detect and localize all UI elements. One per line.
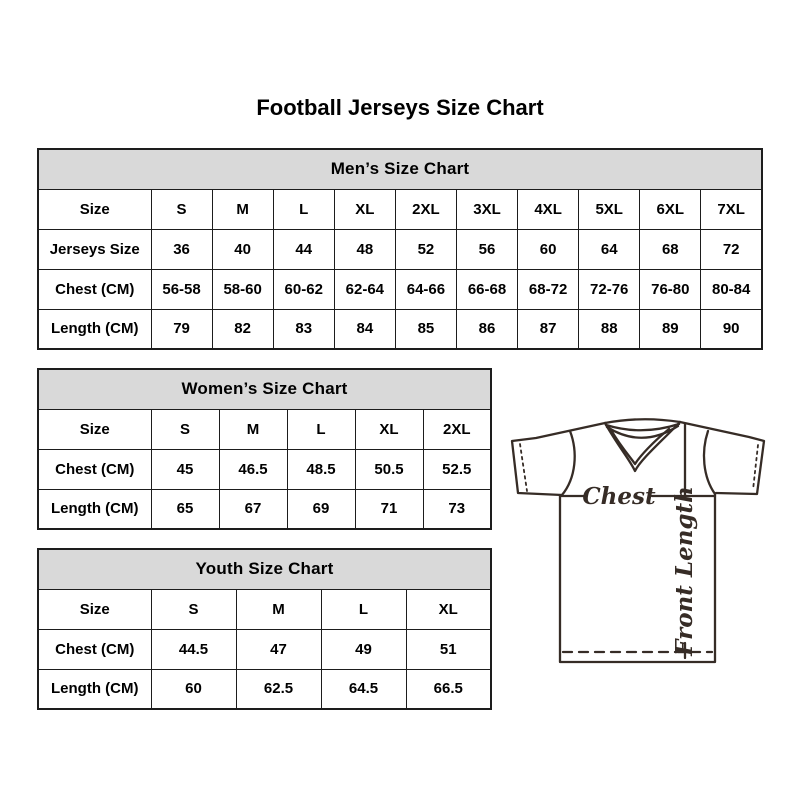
size-cell: S <box>151 189 212 229</box>
table-title: Youth Size Chart <box>38 549 491 589</box>
youth-size-table <box>37 548 492 710</box>
row-label: Length (CM) <box>38 669 151 709</box>
size-cell: 2XL <box>423 409 491 449</box>
size-cell: 68-72 <box>518 269 579 309</box>
size-cell: 72-76 <box>579 269 640 309</box>
size-cell: 64.5 <box>321 669 406 709</box>
size-cell: 60-62 <box>273 269 334 309</box>
size-cell: 73 <box>423 489 491 529</box>
page-title: Football Jerseys Size Chart <box>256 95 544 120</box>
size-cell: 46.5 <box>219 449 287 489</box>
jersey-diagram-svg <box>506 400 772 692</box>
size-cell: 7XL <box>701 189 762 229</box>
chest-label: Chest <box>582 483 656 510</box>
size-cell: 58-60 <box>212 269 273 309</box>
table-row <box>38 189 762 229</box>
womens-size-table <box>37 368 492 530</box>
size-cell: 62.5 <box>236 669 321 709</box>
size-cell: XL <box>406 589 491 629</box>
size-cell: 68 <box>640 229 701 269</box>
size-cell: 79 <box>151 309 212 349</box>
table-title-row <box>38 149 762 189</box>
table-title: Women’s Size Chart <box>38 369 491 409</box>
size-cell: 88 <box>579 309 640 349</box>
size-cell: 44.5 <box>151 629 236 669</box>
table-row <box>38 489 491 529</box>
row-label: Size <box>38 409 151 449</box>
size-cell: 4XL <box>518 189 579 229</box>
table-row <box>38 669 491 709</box>
size-cell: 36 <box>151 229 212 269</box>
table-title-row <box>38 369 491 409</box>
size-cell: M <box>212 189 273 229</box>
table-row <box>38 629 491 669</box>
size-cell: 89 <box>640 309 701 349</box>
size-cell: 6XL <box>640 189 701 229</box>
table-title: Men’s Size Chart <box>38 149 762 189</box>
size-cell: 50.5 <box>355 449 423 489</box>
size-cell: 56-58 <box>151 269 212 309</box>
size-cell: 76-80 <box>640 269 701 309</box>
size-cell: 44 <box>273 229 334 269</box>
size-cell: 49 <box>321 629 406 669</box>
size-cell: 48 <box>334 229 395 269</box>
size-cell: 71 <box>355 489 423 529</box>
size-cell: XL <box>334 189 395 229</box>
size-cell: 84 <box>334 309 395 349</box>
row-label: Size <box>38 589 151 629</box>
row-label: Size <box>38 189 151 229</box>
size-cell: 45 <box>151 449 219 489</box>
jersey-left-cuff-stitch <box>520 444 527 491</box>
size-cell: 60 <box>151 669 236 709</box>
jersey-right-cuff-stitch <box>753 445 758 490</box>
size-cell: S <box>151 409 219 449</box>
size-cell: XL <box>355 409 423 449</box>
size-cell: 5XL <box>579 189 640 229</box>
size-cell: M <box>219 409 287 449</box>
size-cell: 85 <box>395 309 456 349</box>
size-cell: 47 <box>236 629 321 669</box>
size-cell: 3XL <box>456 189 517 229</box>
size-cell: 62-64 <box>334 269 395 309</box>
size-cell: L <box>273 189 334 229</box>
table-row <box>38 589 491 629</box>
size-cell: L <box>321 589 406 629</box>
size-cell: 64 <box>579 229 640 269</box>
mens-size-table <box>37 148 763 350</box>
table-title-row <box>38 549 491 589</box>
table-row <box>38 449 491 489</box>
size-cell: 52.5 <box>423 449 491 489</box>
size-cell: 69 <box>287 489 355 529</box>
size-cell: 48.5 <box>287 449 355 489</box>
size-cell: 64-66 <box>395 269 456 309</box>
size-cell: 2XL <box>395 189 456 229</box>
row-label: Chest (CM) <box>38 629 151 669</box>
row-label: Chest (CM) <box>38 449 151 489</box>
table-row <box>38 409 491 449</box>
size-cell: 72 <box>701 229 762 269</box>
size-cell: 67 <box>219 489 287 529</box>
table-row <box>38 269 762 309</box>
size-cell: 51 <box>406 629 491 669</box>
row-label: Jerseys Size <box>38 229 151 269</box>
size-cell: S <box>151 589 236 629</box>
size-cell: 80-84 <box>701 269 762 309</box>
row-label: Chest (CM) <box>38 269 151 309</box>
row-label: Length (CM) <box>38 489 151 529</box>
jersey-right-sleeve-outline <box>680 422 764 494</box>
size-cell: 66-68 <box>456 269 517 309</box>
size-cell: 40 <box>212 229 273 269</box>
jersey-measurement-diagram <box>506 400 772 692</box>
front-length-label: Front Length <box>671 486 698 656</box>
size-cell: 90 <box>701 309 762 349</box>
jersey-left-armhole-seam <box>562 431 575 495</box>
jersey-right-armhole-seam <box>704 431 715 494</box>
size-cell: 83 <box>273 309 334 349</box>
size-cell: 87 <box>518 309 579 349</box>
size-cell: 65 <box>151 489 219 529</box>
size-cell: 60 <box>518 229 579 269</box>
size-cell: M <box>236 589 321 629</box>
table-row <box>38 309 762 349</box>
size-cell: 56 <box>456 229 517 269</box>
size-cell: 52 <box>395 229 456 269</box>
size-cell: 66.5 <box>406 669 491 709</box>
size-cell: L <box>287 409 355 449</box>
row-label: Length (CM) <box>38 309 151 349</box>
table-row <box>38 229 762 269</box>
size-cell: 82 <box>212 309 273 349</box>
size-cell: 86 <box>456 309 517 349</box>
